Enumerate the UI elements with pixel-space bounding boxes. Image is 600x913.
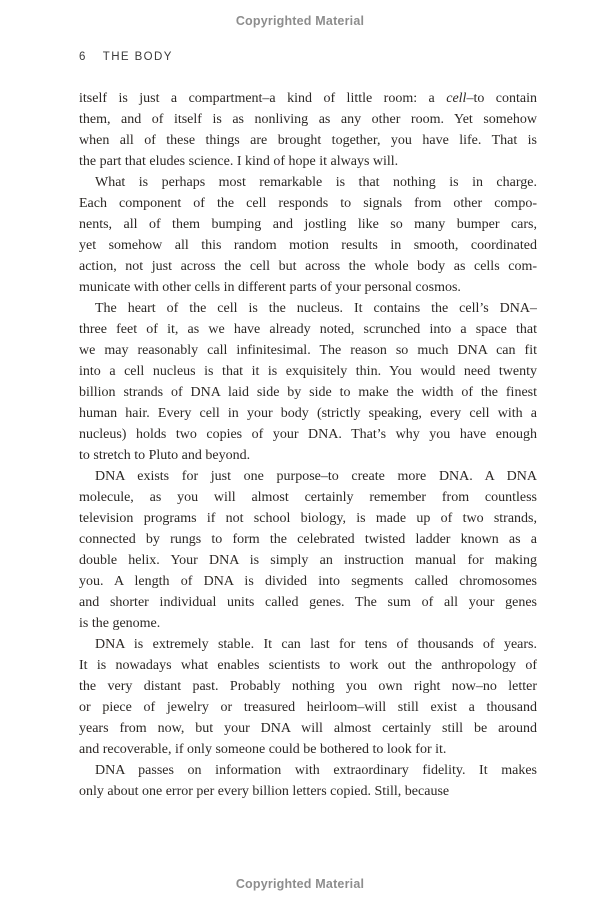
text-line: The heart of the cell is the nucleus. It contains the cell’s DNA– [95, 301, 537, 316]
text-line: It is nowadays what enables scientists to work out the anthropology of [79, 658, 537, 673]
text-line: and shorter individual units called genes. The sum of all your genes [79, 595, 537, 610]
text-line: the very distant past. Probably nothing you own right now–no letter [79, 679, 537, 694]
text-line: human hair. Every cell in your body (strictly speaking, every cell with a [79, 406, 537, 421]
copyright-watermark-top: Copyrighted Material [235, 14, 365, 28]
text-line: nents, all of them bumping and jostling like so many bumper cars, [79, 217, 537, 232]
text-line: into a cell nucleus is that it is exquisitely thin. You would need twenty [79, 364, 537, 379]
text-line: double helix. Your DNA is simply an instruction manual for making [79, 553, 537, 568]
text-line: the part that eludes science. I kind of hope it always will. [79, 154, 399, 169]
text-line: itself is just a compartment–a kind of little room: a cell–to contain [79, 91, 537, 106]
text-line: television programs if not school biology, is made up of two strands, [79, 511, 537, 526]
text-line: Each component of the cell responds to signals from other compo- [79, 196, 537, 211]
text-line: DNA exists for just one purpose–to create more DNA. A DNA [95, 469, 537, 484]
text-line: three feet of it, as we have already noted, scrunched into a space that [79, 322, 537, 337]
text-line: billion strands of DNA laid side by side to make the width of the finest [79, 385, 537, 400]
text-line: and recoverable, if only someone could be bothered to look for it. [79, 742, 447, 757]
text-line: DNA passes on information with extraordinary fidelity. It makes [95, 763, 537, 778]
text-line: yet somehow all this random motion results in smooth, coordinated [79, 238, 537, 253]
running-header [79, 51, 173, 63]
text-line: DNA is extremely stable. It can last for tens of thousands of years. [95, 637, 537, 652]
copyright-watermark-bottom: Copyrighted Material [235, 877, 365, 891]
text-line: municate with other cells in different parts of your personal cosmos. [79, 280, 461, 295]
text-line: only about one error per every billion letters copied. Still, because [79, 784, 450, 799]
body-text-block [79, 88, 537, 802]
text-line: molecule, as you will almost certainly remember from countless [79, 490, 537, 505]
text-line: to stretch to Pluto and beyond. [79, 448, 251, 463]
text-line: years from now, but your DNA will almost certainly still be around [79, 721, 537, 736]
page-number: 6 [79, 51, 87, 63]
text-line: nucleus) holds two copies of your DNA. That’s why you have enough [79, 427, 537, 442]
text-line: we may reasonably call infinitesimal. The reason so much DNA can fit [79, 343, 537, 358]
text-line: or piece of jewelry or treasured heirloom–will still exist a thousand [79, 700, 537, 715]
text-line: you. A length of DNA is divided into segments called chromosomes [79, 574, 537, 589]
text-line: What is perhaps most remarkable is that nothing is in charge. [95, 175, 537, 190]
book-title: THE BODY [102, 51, 173, 63]
text-line: them, and of itself is as nonliving as any other room. Yet somehow [79, 112, 537, 127]
text-line: is the genome. [79, 616, 161, 631]
text-line: action, not just across the cell but across the whole body as cells com- [79, 259, 537, 274]
text-line: when all of these things are brought together, you have life. That is [79, 133, 537, 148]
text-line: connected by rungs to form the celebrated twisted ladder known as a [79, 532, 537, 547]
